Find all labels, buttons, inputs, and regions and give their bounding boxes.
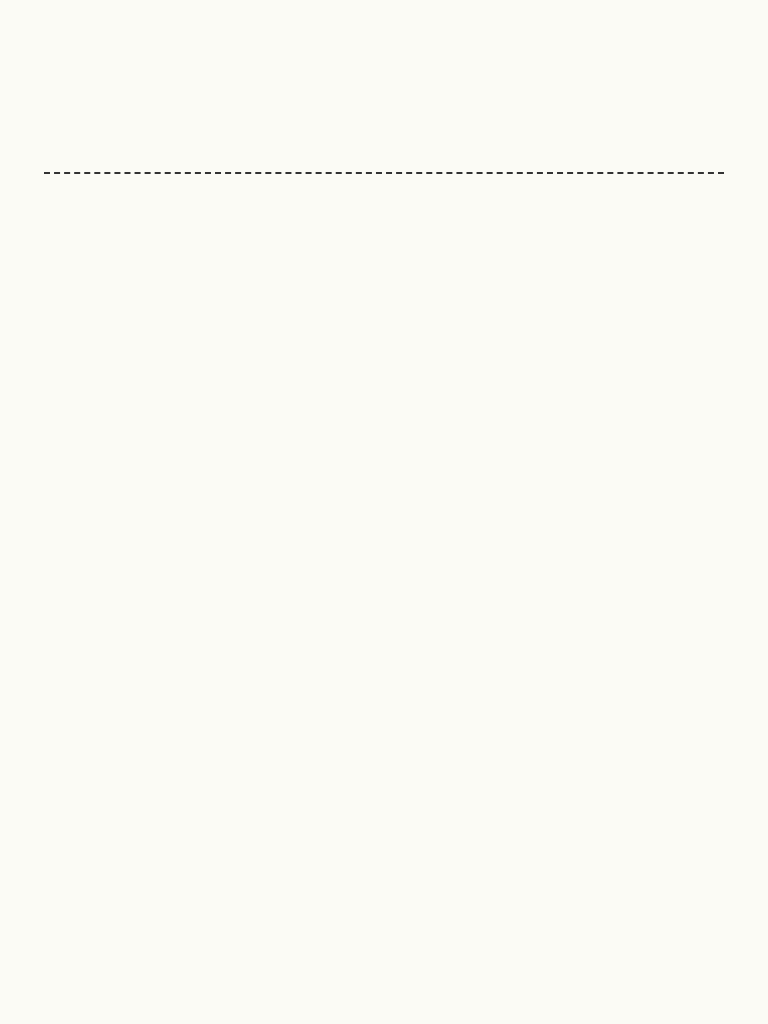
dashed-divider: [44, 172, 724, 174]
